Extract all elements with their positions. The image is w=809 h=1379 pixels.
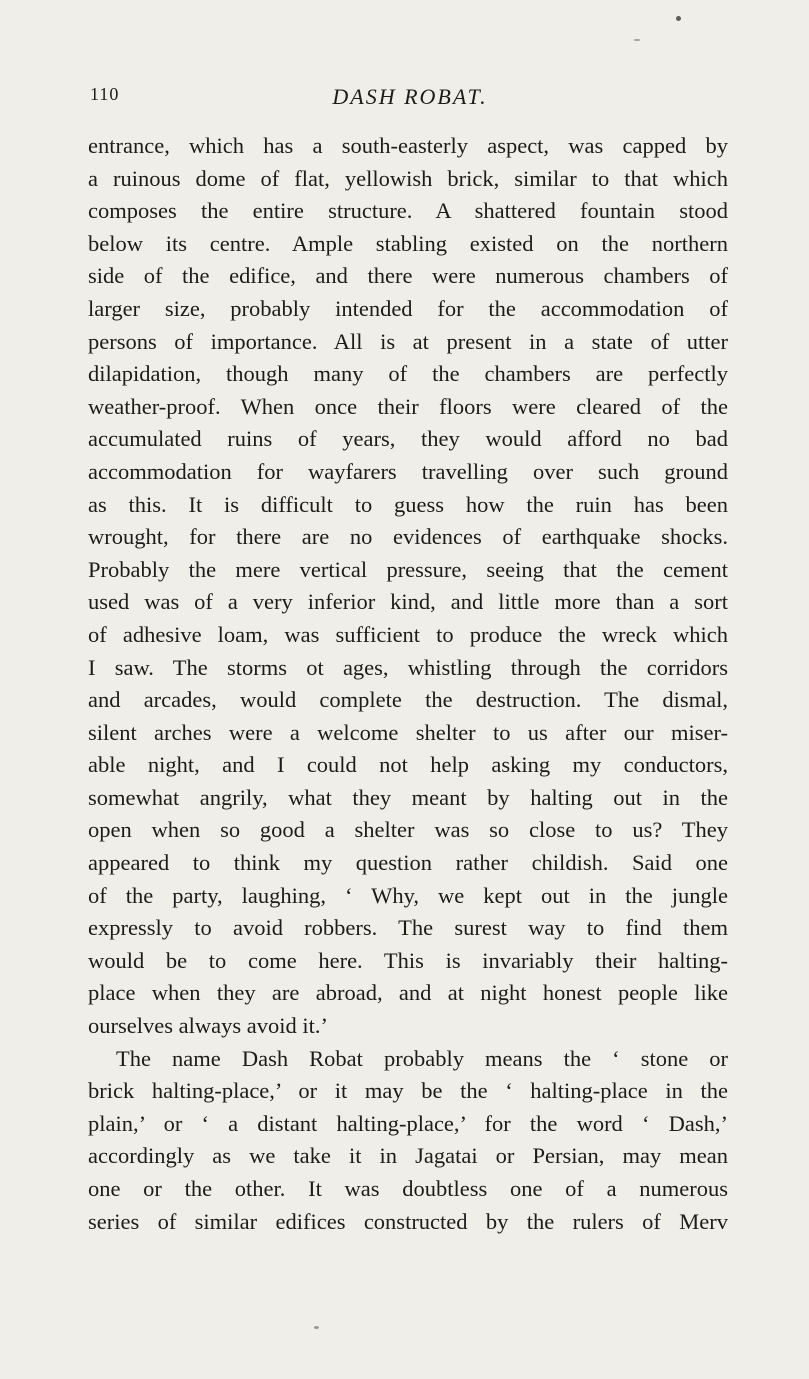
text-line: Probably the mere vertical pressure, seeing that the cement bbox=[88, 556, 728, 582]
text-line: persons of importance. All is at present in a state of utter bbox=[88, 328, 728, 354]
text-line: dilapidation, though many of the chambers are perfectly bbox=[88, 361, 728, 387]
text-line: entrance, which has a south-easterly aspect, was capped by bbox=[88, 133, 728, 158]
paper-speck bbox=[676, 16, 681, 21]
text-line: would be to come here. This is invariably their halting- bbox=[88, 947, 728, 973]
text-line: accommodation for wayfarers travelling over such ground bbox=[88, 458, 728, 484]
text-line: composes the entire structure. A shattered fountain stood bbox=[88, 198, 728, 224]
paragraph-2 bbox=[88, 1043, 728, 1239]
text-line: somewhat angrily, what they meant by halting out in the bbox=[88, 784, 728, 810]
text-line: appeared to think my question rather childish. Said one bbox=[88, 850, 728, 876]
text-line: side of the edifice, and there were numerous chambers of bbox=[88, 263, 728, 289]
paper-speck bbox=[314, 1326, 319, 1329]
text-line: one or the other. It was doubtless one of a numerous bbox=[88, 1176, 728, 1201]
paper-speck bbox=[634, 39, 640, 41]
body-text bbox=[88, 130, 728, 1238]
text-line: silent arches were a welcome shelter to us after our miser- bbox=[88, 719, 728, 745]
text-line: as this. It is difficult to guess how the ruin has been bbox=[88, 491, 728, 517]
text-line: place when they are abroad, and at night honest people like bbox=[88, 980, 728, 1006]
text-line: accordingly as we take it in Jagatai or Persian, may mean bbox=[88, 1143, 728, 1169]
text-line: below its centre. Ample stabling existed on the northern bbox=[88, 230, 728, 256]
text-line: wrought, for there are no evidences of earthquake shocks. bbox=[88, 524, 728, 550]
text-line: plain,’ or ‘ a distant halting-place,’ for the word ‘ Dash,’ bbox=[88, 1110, 728, 1136]
page-header bbox=[90, 84, 730, 112]
paragraph-1 bbox=[88, 130, 728, 1043]
text-line: series of similar edifices constructed by the rulers of Merv bbox=[88, 1208, 728, 1234]
text-line: The name Dash Robat probably means the ‘ stone or bbox=[116, 1045, 728, 1071]
text-line: ourselves always avoid it.’ bbox=[88, 1013, 328, 1039]
text-line: of the party, laughing, ‘ Why, we kept out in the jungle bbox=[88, 882, 728, 908]
text-line: I saw. The storms ot ages, whistling through the corridors bbox=[88, 654, 728, 680]
page-number: 110 bbox=[90, 84, 120, 104]
text-line: used was of a very inferior kind, and little more than a sort bbox=[88, 589, 728, 615]
text-line: and arcades, would complete the destruction. The dismal, bbox=[88, 687, 728, 713]
text-line: brick halting-place,’ or it may be the ‘ halting-place in the bbox=[88, 1078, 728, 1104]
running-title: DASH ROBAT. bbox=[332, 84, 488, 109]
text-line: a ruinous dome of flat, yellowish brick, similar to that which bbox=[88, 165, 728, 191]
text-line: expressly to avoid robbers. The surest way to find them bbox=[88, 915, 728, 941]
text-line: open when so good a shelter was so close to us? They bbox=[88, 817, 728, 843]
text-line: of adhesive loam, was sufficient to produce the wreck which bbox=[88, 621, 728, 647]
text-line: weather-proof. When once their floors were cleared of the bbox=[88, 393, 728, 419]
text-line: able night, and I could not help asking my conductors, bbox=[88, 752, 728, 778]
text-line: accumulated ruins of years, they would afford no bad bbox=[88, 426, 728, 452]
text-line: larger size, probably intended for the accommodation of bbox=[88, 295, 728, 321]
